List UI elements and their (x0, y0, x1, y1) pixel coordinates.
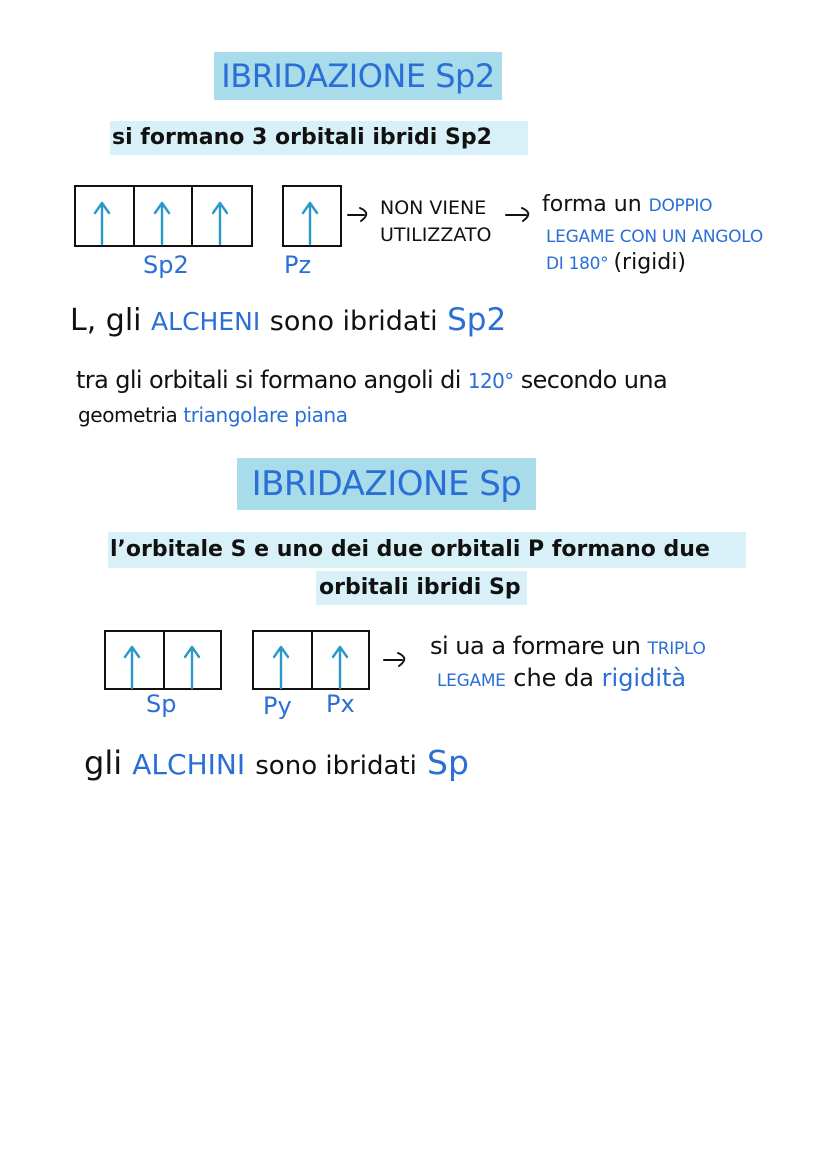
up-arrow-icon (155, 203, 169, 244)
forma-legame-angolo: LEGAME CON UN ANGOLO (546, 227, 763, 247)
triplo-legame-note-1: si ua a formare un TRIPLO (430, 632, 706, 660)
up-arrow-icon (95, 203, 109, 244)
sp-subtitle-line-1: l’orbitale S e uno dei due orbitali P formano due (108, 532, 746, 568)
angoli-line-2: geometria triangolare piana (78, 403, 348, 427)
electron-arrows-sp2 (74, 182, 374, 252)
up-arrow-icon (185, 647, 199, 688)
up-arrow-icon (125, 647, 139, 688)
sp-subtitle-line-2: orbitali ibridi Sp (316, 571, 527, 605)
non-viene-utilizzato-note: NON VIENE UTILIZZATO (380, 197, 492, 246)
up-arrow-icon (213, 203, 227, 244)
up-arrow-icon (333, 647, 347, 688)
sp-title: IBRIDAZIONE Sp (237, 458, 536, 510)
pz-label: Pz (284, 251, 312, 279)
sp2-hybrid-label: Sp2 (143, 251, 189, 279)
sp2-subtitle: si formano 3 orbitali ibridi Sp2 (110, 121, 528, 155)
right-arrow-icon (382, 648, 416, 668)
sp-hybrid-label: Sp (146, 690, 177, 718)
up-arrow-icon (303, 203, 317, 244)
electron-arrows-sp (104, 628, 384, 694)
px-label: Px (326, 690, 355, 718)
right-arrow-icon (504, 203, 538, 223)
triplo-legame-note-2: LEGAME che da rigidità (437, 664, 687, 692)
angoli-line-1: tra gli orbitali si formano angoli di 120° secondo una (76, 366, 668, 394)
sp2-title: IBRIDAZIONE Sp2 (214, 52, 502, 100)
forma-doppio-legame-note: forma un DOPPIO (542, 192, 713, 217)
forma-180-rigidi: DI 180° (rigidi) (546, 250, 686, 275)
up-arrow-icon (274, 647, 288, 688)
alcheni-line: L, gli ALCHENI sono ibridati Sp2 (70, 302, 507, 338)
alchini-line: gli ALCHINI sono ibridati Sp (84, 743, 469, 782)
py-label: Py (263, 692, 292, 720)
right-arrow-icon (346, 203, 376, 223)
